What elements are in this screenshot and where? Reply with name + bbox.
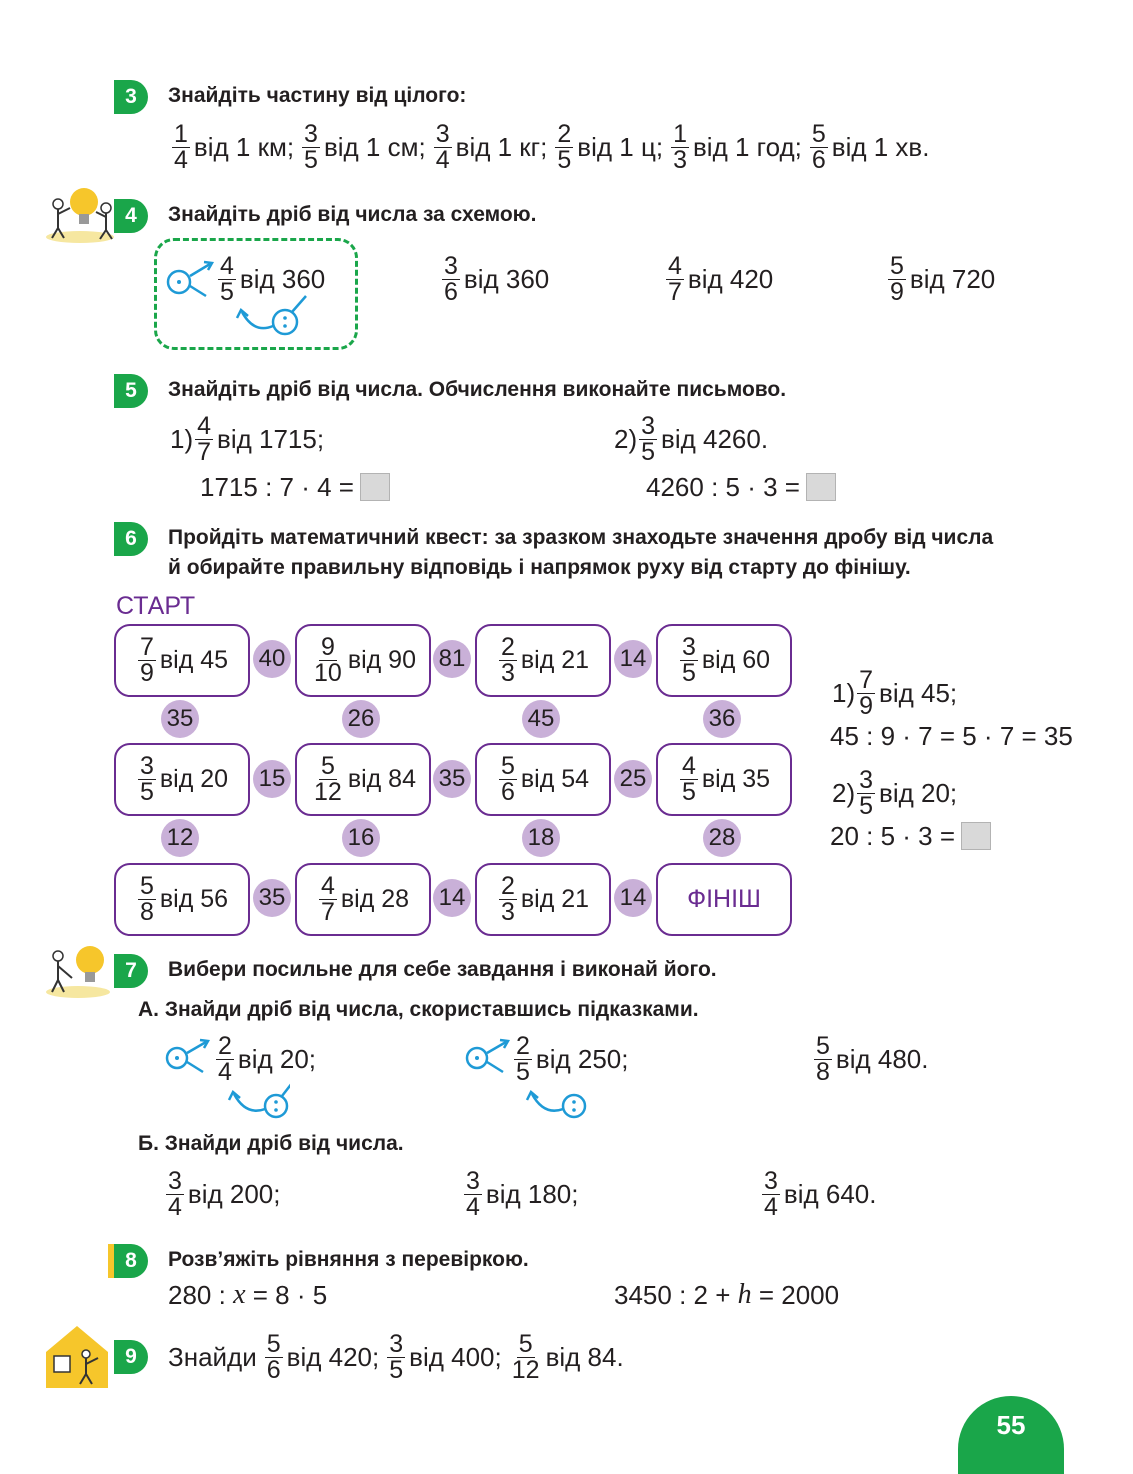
- equation-2: 3450 : 2 + h = 2000: [614, 1279, 840, 1310]
- fraction: $\frac{3}{4}$: [168, 1166, 182, 1221]
- task-3-badge: 3: [114, 80, 148, 114]
- fraction: $\frac{3}{4}$: [764, 1166, 778, 1221]
- item-text: від 1 ц;: [577, 131, 664, 162]
- answer-circle[interactable]: 15: [253, 760, 291, 798]
- item-text: від 1 хв.: [831, 131, 930, 162]
- fraction: $\frac{2}{5}$: [557, 119, 572, 174]
- answer-circle[interactable]: 35: [161, 700, 199, 738]
- answer-circle[interactable]: 14: [433, 879, 471, 917]
- quest-box[interactable]: $\frac{9}{10}$ від 90: [295, 624, 431, 697]
- task-6-title-line-1: Пройдіть математичний квест: за зразком знаходьте значення дробу від числа: [168, 526, 994, 549]
- task-8-badge: 8: [114, 1244, 148, 1278]
- task-7-title: Вибери посильне для себе завдання і виконай його.: [168, 958, 717, 981]
- task-5-calc-2: [646, 470, 836, 504]
- task-6-title-line-2: й обирайте правильну відповідь і напрямок руху від старту до фінішу.: [168, 556, 911, 579]
- part-label: 1): [170, 423, 194, 454]
- fraction: $\frac{5}{6}$: [811, 119, 826, 174]
- equation-1: 280 : x = 8 · 5: [168, 1279, 328, 1310]
- task-4-item-4: [886, 250, 995, 308]
- answer-circle[interactable]: 26: [342, 700, 380, 738]
- fraction: $\frac{3}{5}$: [304, 119, 318, 174]
- fraction: $\frac{3}{4}$: [466, 1166, 480, 1221]
- quest-example-1-calc: 45 : 9 · 7 = 5 · 7 = 35: [830, 720, 1073, 751]
- calc-text: 1715 : 7 · 4 =: [200, 471, 354, 502]
- task-9-badge: 9: [114, 1340, 148, 1374]
- item-text: від 1 кг;: [455, 131, 548, 162]
- answer-circle[interactable]: 25: [614, 760, 652, 798]
- scheme-example: [216, 250, 325, 308]
- task-9-content: Знайди $\frac{5}{6}$ від 420; $\frac{3}{5}$ від 400; $\frac{5}{12}$ від 84.: [168, 1329, 624, 1384]
- finish-box[interactable]: ФІНІШ: [656, 863, 792, 936]
- item-text: від 1 км;: [193, 131, 295, 162]
- task-5-badge: 5: [114, 374, 148, 408]
- answer-circle[interactable]: 16: [342, 819, 380, 857]
- calc-text: 4260 : 5 · 3 =: [646, 471, 800, 502]
- fraction: $\frac{3}{6}$: [444, 251, 458, 306]
- task-5-part-2: [614, 410, 768, 468]
- fraction: $\frac{2}{5}$: [516, 1031, 530, 1086]
- fraction: $\frac{4}{7}$: [197, 411, 212, 466]
- quest-example-1: 1) $\frac{7}{9}$ від 45;: [832, 665, 958, 720]
- answer-circle[interactable]: 45: [522, 700, 560, 738]
- answer-circle[interactable]: 36: [703, 700, 741, 738]
- lightbulb-person-icon: [40, 938, 112, 998]
- item-text: від 1 см;: [323, 131, 426, 162]
- page-number: 55: [958, 1396, 1064, 1474]
- quest-box[interactable]: $\frac{4}{7}$ від 28: [295, 863, 431, 936]
- part-label: 2): [614, 423, 638, 454]
- task-7-a-item-1: $\frac{2}{4}$ від 20;: [218, 1031, 317, 1086]
- fraction: $\frac{5}{8}$: [816, 1031, 830, 1086]
- answer-box[interactable]: [961, 822, 991, 850]
- item-text: від 720: [909, 263, 996, 294]
- fraction: $\frac{1}{4}$: [174, 119, 188, 174]
- task-4-title: Знайдіть дріб від числа за схемою.: [168, 203, 537, 226]
- answer-circle[interactable]: 14: [614, 879, 652, 917]
- quest-box[interactable]: $\frac{4}{5}$ від 35: [656, 743, 792, 816]
- task-5-calc-1: [200, 470, 390, 504]
- quest-box[interactable]: $\frac{3}{5}$ від 20: [114, 743, 250, 816]
- task-8-title: Розв’яжіть рівняння з перевіркою.: [168, 1248, 529, 1271]
- fraction: $\frac{5}{6}$: [266, 1329, 281, 1384]
- answer-circle[interactable]: 81: [433, 640, 471, 678]
- fraction: $\frac{4}{7}$: [668, 251, 682, 306]
- quest-box[interactable]: $\frac{3}{5}$ від 60: [656, 624, 792, 697]
- start-label: СТАРТ: [116, 592, 196, 620]
- answer-circle[interactable]: 12: [161, 819, 199, 857]
- fraction: $\frac{5}{12}$: [511, 1329, 540, 1384]
- task-4-item-2: [440, 250, 549, 308]
- fraction: $\frac{3}{5}$: [641, 411, 656, 466]
- task-7-a-item-2: $\frac{2}{5}$ від 250;: [516, 1031, 629, 1086]
- fraction: $\frac{7}{9}$: [859, 665, 874, 720]
- quest-box[interactable]: $\frac{7}{9}$ від 45: [114, 624, 250, 697]
- task-7-b-item-2: $\frac{3}{4}$ від 180;: [466, 1166, 579, 1221]
- quest-box[interactable]: $\frac{2}{3}$ від 21: [475, 624, 611, 697]
- task-5-part-1: [170, 410, 324, 468]
- item-text: від 360: [463, 263, 550, 294]
- fraction: $\frac{3}{5}$: [389, 1329, 404, 1384]
- task-3-items: [170, 118, 935, 176]
- item-text: від 4260.: [661, 423, 769, 454]
- fraction: $\frac{3}{4}$: [435, 119, 450, 174]
- answer-box[interactable]: [360, 473, 390, 501]
- answer-circle[interactable]: 35: [253, 879, 291, 917]
- answer-circle[interactable]: 28: [703, 819, 741, 857]
- task-3-title: Знайдіть частину від цілого:: [168, 84, 467, 107]
- quest-example-2: 2) $\frac{3}{5}$ від 20;: [832, 765, 958, 820]
- quest-box[interactable]: $\frac{5}{8}$ від 56: [114, 863, 250, 936]
- task-7-a-item-3: $\frac{5}{8}$ від 480.: [816, 1031, 929, 1086]
- task-4-badge: 4: [114, 199, 148, 233]
- task-7-b-item-1: $\frac{3}{4}$ від 200;: [168, 1166, 281, 1221]
- task-6-badge: 6: [114, 522, 148, 556]
- fraction: $\frac{5}{9}$: [890, 251, 904, 306]
- task-7-b-item-3: $\frac{3}{4}$ від 640.: [764, 1166, 877, 1221]
- fraction: $\frac{4}{5}$: [220, 251, 234, 306]
- lightbulb-pair-icon: [44, 182, 116, 244]
- house-pencil-icon: [42, 1322, 112, 1390]
- item-text: від 420: [687, 263, 774, 294]
- quest-box[interactable]: $\frac{2}{3}$ від 21: [475, 863, 611, 936]
- task-4-item-3: [664, 250, 773, 308]
- task-7-badge: 7: [114, 954, 148, 988]
- fraction: $\frac{2}{4}$: [218, 1031, 232, 1086]
- answer-circle[interactable]: 35: [433, 760, 471, 798]
- quest-box[interactable]: $\frac{5}{12}$ від 84: [295, 743, 431, 816]
- quest-example-2-calc: 20 : 5 · 3 =: [830, 820, 991, 852]
- task-7-a-title: А. Знайди дріб від числа, скориставшись підказками.: [138, 998, 699, 1021]
- fraction: $\frac{3}{5}$: [859, 765, 874, 820]
- task-5-title: Знайдіть дріб від числа. Обчислення виконайте письмово.: [168, 378, 787, 401]
- task-7-b-title: Б. Знайди дріб від числа.: [138, 1132, 404, 1155]
- fraction: $\frac{1}{3}$: [673, 119, 687, 174]
- quest-box[interactable]: $\frac{5}{6}$ від 54: [475, 743, 611, 816]
- answer-circle[interactable]: 40: [253, 640, 291, 678]
- answer-circle[interactable]: 14: [614, 640, 652, 678]
- answer-circle[interactable]: 18: [522, 819, 560, 857]
- answer-box[interactable]: [806, 473, 836, 501]
- item-text: від 1 год;: [692, 131, 802, 162]
- item-text: від 1715;: [217, 423, 325, 454]
- item-text: від 360: [239, 263, 326, 294]
